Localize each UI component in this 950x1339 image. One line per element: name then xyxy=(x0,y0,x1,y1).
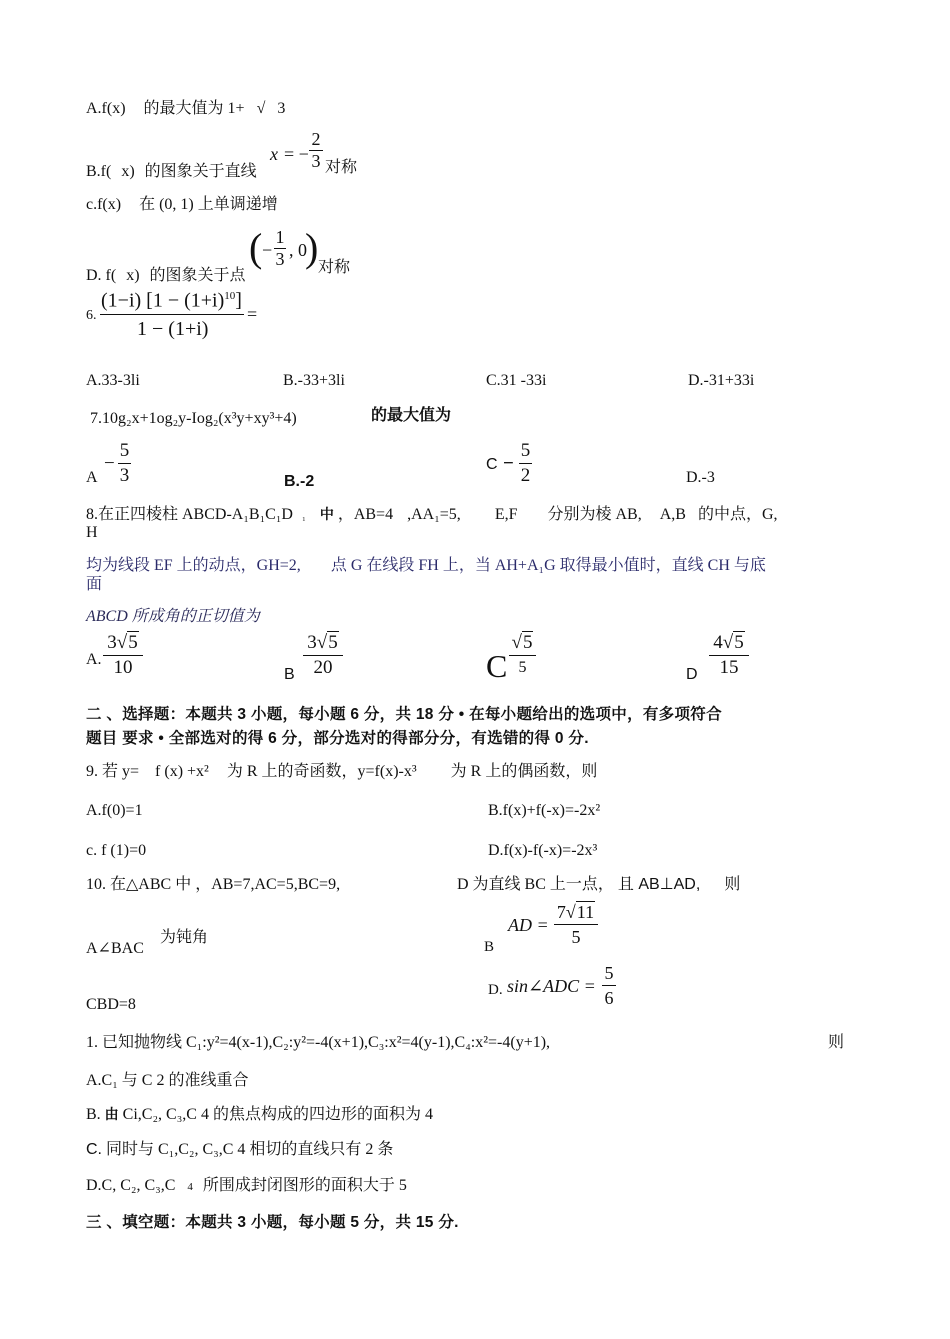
q7-stem: 7.10g₂x+1og₂y-Iog₂(x³y+xy³+4) xyxy=(90,410,297,427)
q5-option-c xyxy=(86,195,278,215)
q5-d-text: 的图象关于点 xyxy=(149,267,246,284)
q11-opt-d-b: 4 xyxy=(187,1181,193,1193)
q5-b-den: 3 xyxy=(311,151,321,171)
q6-denominator: 1 − (1+i) xyxy=(137,318,209,340)
q10-opt-d-label: D. xyxy=(488,982,503,998)
q11-stem: 1. 已知抛物线 C₁:y²=4(x-1),C₂:y²=-4(x+1),C₃:x²=4(y-1),C₄:x²=-4(y+1), xyxy=(86,1034,551,1051)
q11-opt-d xyxy=(86,1176,407,1197)
fraction-bar xyxy=(509,655,536,656)
q9-stem-d: 为 R 上的偶函数，则 xyxy=(450,763,598,780)
q9-opt-b: B.f(x)+f(-x)=-2x² xyxy=(488,802,601,819)
q8-line1-wrap: H xyxy=(86,524,98,541)
q8-opt-a-numer: 3√5 xyxy=(107,632,138,653)
q6-num-bracket: [1 − (1+i) xyxy=(146,289,225,312)
q8-line1-f: E,F xyxy=(494,506,518,523)
q8-opt-d-numer: 4√5 xyxy=(713,632,744,653)
q5-b-num: 2 xyxy=(311,129,321,149)
q6-num-exp: 10 xyxy=(224,290,236,302)
fraction-bar xyxy=(103,655,143,656)
fraction-bar xyxy=(554,924,598,925)
q11-opt-c xyxy=(86,1140,393,1160)
q7-suffix: 的最大值为 xyxy=(371,407,452,424)
q7-opt-c-minus: − xyxy=(503,453,514,474)
section2-heading-line2: 题目 要求 • 全部选对的得 6 分，部分选对的得部分分，有选错的得 0 分. xyxy=(86,730,589,747)
q8-line1-e: ,AA₁=5, xyxy=(407,506,461,523)
q8-opt-c-den: 5 xyxy=(518,659,527,676)
q8-opt-a-coef: 3 xyxy=(107,632,117,653)
q6-num-left: (1−i) xyxy=(101,289,142,312)
q10-stem-a: 10. 在△ABC 中 ，AB=7,AC=5,BC=9, xyxy=(86,876,341,893)
q5-b-tail: 对称 xyxy=(325,159,358,176)
fraction-bar xyxy=(709,655,749,656)
q5-d-tail: 对称 xyxy=(318,259,351,276)
q9-opt-a: A.f(0)=1 xyxy=(86,802,143,819)
q5-option-a xyxy=(86,99,285,119)
q11-opt-d-c: 所围成封闭图形的面积大于 5 xyxy=(202,1177,407,1194)
q7-opt-c-fraction xyxy=(519,440,532,487)
q5-d-den: 3 xyxy=(275,249,285,269)
q11-opt-d-a: D.C, C₂, C₃,C xyxy=(86,1177,176,1194)
q10-opt-a-suffix: 为钝角 xyxy=(160,929,209,946)
q5-c-label: c.f(x) xyxy=(86,196,122,213)
q8-opt-c-numer: √5 xyxy=(511,632,533,653)
q8-opt-a-fraction xyxy=(103,632,143,679)
q11-opt-b-c: Ci,C₂, C₃,C 4 的焦点构成的四边形的面积为 4 xyxy=(122,1106,433,1123)
q5-d-x: x) xyxy=(126,267,140,284)
q9-stem-b: f (x) +x² xyxy=(155,763,209,780)
q8-opt-d-fraction xyxy=(709,632,749,679)
q8-opt-d-den: 15 xyxy=(719,657,739,678)
q8-opt-b-fraction xyxy=(303,632,343,679)
q9-stem-a: 9. 若 y= xyxy=(86,763,140,780)
q10-stem-c: 且 AB⊥AD, xyxy=(617,876,701,893)
q10-stem xyxy=(457,875,740,895)
q8-opt-a-label: A. xyxy=(86,651,102,668)
fraction-bar xyxy=(118,463,131,464)
q8-line1-i: 的中点，G, xyxy=(697,506,778,523)
q8-opt-b-coef: 3 xyxy=(307,632,317,653)
q8-opt-a-den: 10 xyxy=(113,657,133,678)
q11-stem-end: 则 xyxy=(828,1034,845,1051)
q8-opt-b-numer: 3√5 xyxy=(307,632,338,653)
q5-d-paren-r: ) xyxy=(305,225,319,270)
q11-opt-c-b: 同时与 C₁,C₂, C₃,C 4 相切的直线只有 2 条 xyxy=(106,1141,394,1158)
q5-b-x: x) xyxy=(121,163,135,180)
q7-opt-c-num: 5 xyxy=(520,440,531,461)
q5-b-fraction xyxy=(309,130,323,171)
q8-opt-c-fraction xyxy=(509,632,536,679)
q6-label: 6. xyxy=(86,308,97,323)
q8-opt-b-label: B xyxy=(284,666,295,683)
q10-opt-c: CBD=8 xyxy=(86,996,136,1013)
q8-line3: ABCD 所成角的正切值为 xyxy=(86,608,260,625)
q10-opt-b-numer: 7√11 xyxy=(556,902,595,922)
q8-opt-d-coef: 4 xyxy=(713,632,723,653)
q9-stem xyxy=(86,762,597,782)
q11-opt-b-a: B. xyxy=(86,1106,101,1123)
q5-d-minus: − xyxy=(262,240,273,260)
q5-d-label: D. f( xyxy=(86,267,117,284)
q5-c-text: 在 (0, 1) 上单调递增 xyxy=(139,196,278,213)
q11-opt-b xyxy=(86,1104,433,1125)
q8-line1-d: ，AB=4 xyxy=(337,506,394,523)
q7-opt-b: B.-2 xyxy=(284,473,315,490)
fraction-bar xyxy=(303,655,343,656)
q7-opt-c-label: C xyxy=(486,456,498,473)
q10-stem-b: D 为直线 BC 上一点， xyxy=(457,876,614,893)
q6-option-c: C.31 -33i xyxy=(486,372,547,389)
q7-opt-c-den: 2 xyxy=(520,465,531,486)
q8-line1 xyxy=(86,504,778,526)
q6-num-close: ] xyxy=(235,289,242,312)
q10-opt-d-fraction xyxy=(602,962,616,1009)
q8-opt-c-label: C xyxy=(486,648,508,684)
q5-option-d xyxy=(86,266,246,286)
q11-opt-b-b: 由 xyxy=(104,1106,119,1122)
q8-line2 xyxy=(86,556,766,576)
q5-d-paren-l: ( xyxy=(249,225,263,270)
q10-stem-d: 则 xyxy=(724,876,741,893)
section3-heading: 三 、填空题：本题共 3 小题，每小题 5 分，共 15 分. xyxy=(86,1214,459,1231)
q11-opt-a: A.C₁ 与 C 2 的准线重合 xyxy=(86,1072,249,1089)
q10-opt-b-coef: 7 xyxy=(556,902,566,922)
fraction-bar xyxy=(519,463,532,464)
section2-heading-line1: 二 、选择题：本题共 3 小题，每小题 6 分，共 18 分 • 在每小题给出的选项中，有多项符合 xyxy=(86,706,722,723)
q10-opt-b-rad: 11 xyxy=(576,902,595,922)
q5-a-sqrt: √ xyxy=(256,100,266,117)
q8-line2-wrap: 面 xyxy=(86,576,103,593)
q6-option-b: B.-33+3li xyxy=(283,372,345,389)
q5-d-fraction xyxy=(274,228,286,269)
q10-opt-b-fraction xyxy=(554,901,598,948)
q5-a-label: A.f(x) xyxy=(86,100,126,117)
q10-opt-d-num: 5 xyxy=(604,963,614,983)
fraction-bar xyxy=(602,985,616,986)
q6-option-d: D.-31+33i xyxy=(688,372,755,389)
q5-d-num: 1 xyxy=(275,227,285,247)
q6-fraction-bar xyxy=(100,314,244,315)
q5-b-var: x xyxy=(270,144,278,164)
q5-b-text: 的图象关于直线 xyxy=(144,163,257,180)
q5-b-label: B.f( xyxy=(86,163,112,180)
q8-opt-d-rad: 5 xyxy=(734,632,744,653)
q7-opt-a-num: 5 xyxy=(119,440,130,461)
q8-line1-a: 8.在正四棱柱 ABCD-A₁B₁C₁D xyxy=(86,506,293,523)
q8-opt-b-rad: 5 xyxy=(328,632,338,653)
q6-eq: = xyxy=(247,304,258,324)
q8-line1-c: 中 xyxy=(319,506,334,522)
q6-option-a: A.33-3li xyxy=(86,372,140,389)
q7-opt-a-den: 3 xyxy=(119,465,130,486)
q8-line2-a: 均为线段 EF 上的动点，GH=2, xyxy=(86,557,301,574)
q5-option-b xyxy=(86,162,257,182)
q9-opt-c: c. f (1)=0 xyxy=(86,842,147,859)
q10-opt-b-den: 5 xyxy=(571,927,581,947)
q10-opt-a: A∠BAC xyxy=(86,940,144,957)
q9-stem-c: 为 R 上的奇函数，y=f(x)-x³ xyxy=(226,763,417,780)
q10-opt-b-label: B xyxy=(484,939,495,955)
q10-opt-d-lhs: sin∠ADC = xyxy=(507,976,596,996)
q8-line1-h: A,B xyxy=(659,506,686,523)
q8-opt-d-label: D xyxy=(686,666,698,683)
q6-numerator xyxy=(101,285,242,312)
q9-opt-d: D.f(x)-f(-x)=-2x³ xyxy=(488,842,598,859)
q10-opt-d-den: 6 xyxy=(604,988,614,1008)
q8-opt-b-den: 20 xyxy=(313,657,333,678)
q8-line1-g: 分别为棱 AB, xyxy=(547,506,642,523)
q11-opt-c-a: C. xyxy=(86,1141,102,1158)
q5-d-comma0: , 0 xyxy=(289,240,307,260)
q10-opt-b-lhs: AD = xyxy=(508,915,549,935)
q7-opt-d: D.-3 xyxy=(686,469,715,486)
q5-b-eq: = − xyxy=(284,144,309,164)
q8-line1-b: ₁ xyxy=(301,510,306,522)
q8-opt-a-rad: 5 xyxy=(128,632,138,653)
q7-opt-a-label: A xyxy=(86,469,98,486)
q8-opt-c-rad: 5 xyxy=(522,632,533,653)
q7-opt-a-fraction xyxy=(118,440,131,487)
q8-line2-b: 点 G 在线段 FH 上，当 AH+A₁G 取得最小值时，直线 CH 与底 xyxy=(330,557,766,574)
q7-opt-a-minus: − xyxy=(104,453,115,474)
q5-a-val: 3 xyxy=(277,100,286,117)
q5-a-text: 的最大值为 1+ xyxy=(143,100,245,117)
